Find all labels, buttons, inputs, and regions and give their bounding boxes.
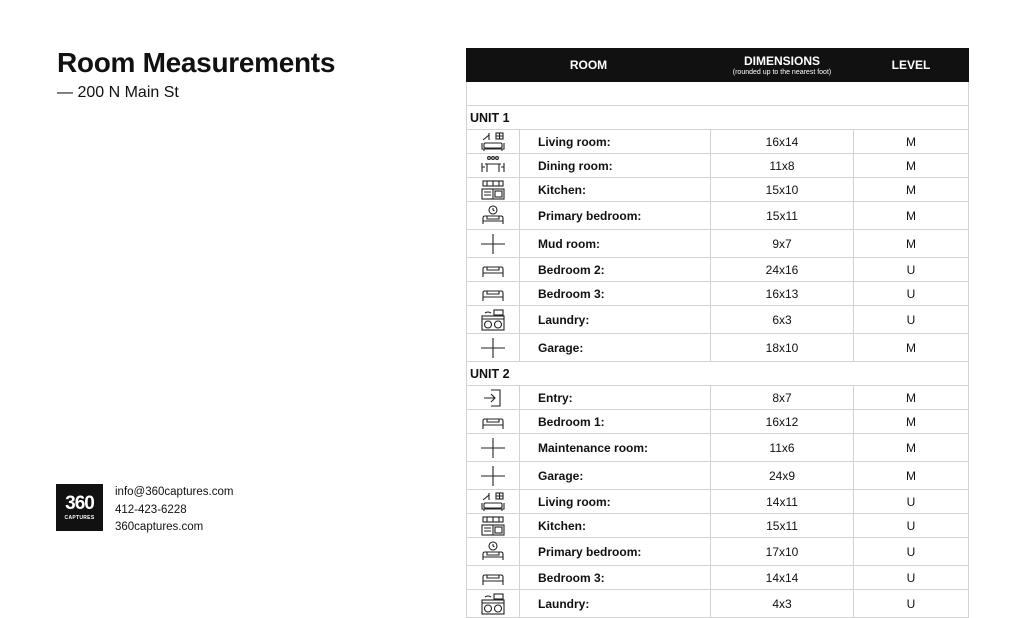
- table-row: [467, 538, 969, 566]
- table-row: [467, 386, 969, 410]
- table-row: [467, 490, 969, 514]
- room-level: U: [854, 514, 969, 538]
- column-header-dimensions: [711, 49, 854, 82]
- room-dimensions: 17x10: [711, 538, 854, 566]
- room-name: Laundry:: [520, 590, 711, 618]
- table-row: [467, 514, 969, 538]
- room-dimensions: 15x11: [711, 514, 854, 538]
- room-name: Bedroom 3:: [520, 282, 711, 306]
- table-row: [467, 178, 969, 202]
- room-level: U: [854, 538, 969, 566]
- cross-icon: [467, 462, 520, 490]
- room-name: Dining room:: [520, 154, 711, 178]
- room-level: M: [854, 334, 969, 362]
- room-level: M: [854, 202, 969, 230]
- laundry-icon: [467, 306, 520, 334]
- room-name: Kitchen:: [520, 514, 711, 538]
- laundry-icon: [467, 590, 520, 618]
- bed-icon: [467, 566, 520, 590]
- dimensions-header-label: DIMENSIONS: [743, 54, 820, 68]
- room-dimensions: 4x3: [711, 590, 854, 618]
- room-level: M: [854, 386, 969, 410]
- room-name: Maintenance room:: [520, 434, 711, 462]
- room-dimensions: 16x14: [711, 130, 854, 154]
- company-logo: [56, 484, 103, 531]
- logo-number: 360: [65, 493, 94, 514]
- table-header-row: [467, 49, 969, 82]
- room-name: Bedroom 2:: [520, 258, 711, 282]
- table-row: [467, 202, 969, 230]
- room-level: U: [854, 306, 969, 334]
- primary-bedroom-icon: [467, 538, 520, 566]
- room-level: U: [854, 490, 969, 514]
- room-level: M: [854, 230, 969, 258]
- room-level: U: [854, 282, 969, 306]
- room-name: Bedroom 3:: [520, 566, 711, 590]
- room-level: M: [854, 130, 969, 154]
- entry-icon: [467, 386, 520, 410]
- table-row: [467, 130, 969, 154]
- room-dimensions: 16x13: [711, 282, 854, 306]
- room-name: Garage:: [520, 462, 711, 490]
- contact-phone[interactable]: 412-423-6228: [115, 503, 187, 516]
- contact-website[interactable]: 360captures.com: [115, 521, 204, 533]
- room-level: M: [854, 434, 969, 462]
- room-level: M: [854, 178, 969, 202]
- room-name: Primary bedroom:: [520, 202, 711, 230]
- contact-block: [115, 484, 233, 537]
- room-name: Bedroom 1:: [520, 410, 711, 434]
- bed-icon: [467, 282, 520, 306]
- unit-header-row: [467, 362, 969, 386]
- room-name: Laundry:: [520, 306, 711, 334]
- room-name: Garage:: [520, 334, 711, 362]
- room-dimensions: 18x10: [711, 334, 854, 362]
- column-header-room: ROOM: [467, 49, 711, 82]
- room-dimensions: 11x8: [711, 154, 854, 178]
- page-subtitle-address: — 200 N Main St: [57, 84, 179, 101]
- table-row: [467, 590, 969, 618]
- table-row: [467, 410, 969, 434]
- kitchen-icon: [467, 514, 520, 538]
- kitchen-icon: [467, 178, 520, 202]
- cross-icon: [467, 334, 520, 362]
- table-row: [467, 462, 969, 490]
- room-level: M: [854, 462, 969, 490]
- room-level: U: [854, 590, 969, 618]
- table-row: [467, 334, 969, 362]
- table-row: [467, 434, 969, 462]
- cross-icon: [467, 230, 520, 258]
- room-dimensions: 14x14: [711, 566, 854, 590]
- living-room-icon: [467, 130, 520, 154]
- room-dimensions: 6x3: [711, 306, 854, 334]
- room-measurements-table: [466, 48, 969, 618]
- room-dimensions: 15x11: [711, 202, 854, 230]
- table-row: [467, 230, 969, 258]
- unit-header-row: [467, 106, 969, 130]
- room-level: U: [854, 258, 969, 282]
- logo-caption: CAPTURES: [64, 515, 95, 521]
- room-dimensions: 8x7: [711, 386, 854, 410]
- room-name: Primary bedroom:: [520, 538, 711, 566]
- table-row: [467, 258, 969, 282]
- column-header-level: LEVEL: [854, 49, 969, 82]
- room-dimensions: 14x11: [711, 490, 854, 514]
- page-title: Room Measurements: [57, 47, 336, 78]
- bed-icon: [467, 258, 520, 282]
- dining-room-icon: [467, 154, 520, 178]
- room-name: Living room:: [520, 490, 711, 514]
- unit-label: UNIT 2: [467, 362, 969, 386]
- room-dimensions: 24x16: [711, 258, 854, 282]
- room-dimensions: 9x7: [711, 230, 854, 258]
- dimensions-header-note: (rounded up to the nearest foot): [732, 69, 832, 76]
- table-row: [467, 306, 969, 334]
- room-name: Entry:: [520, 386, 711, 410]
- room-level: M: [854, 410, 969, 434]
- room-name: Living room:: [520, 130, 711, 154]
- living-room-icon: [467, 490, 520, 514]
- room-name: Mud room:: [520, 230, 711, 258]
- room-level: M: [854, 154, 969, 178]
- room-dimensions: 15x10: [711, 178, 854, 202]
- primary-bedroom-icon: [467, 202, 520, 230]
- room-name: Kitchen:: [520, 178, 711, 202]
- room-level: U: [854, 566, 969, 590]
- cross-icon: [467, 434, 520, 462]
- table-row: [467, 282, 969, 306]
- unit-label: UNIT 1: [467, 106, 969, 130]
- table-row: [467, 154, 969, 178]
- bed-icon: [467, 410, 520, 434]
- room-dimensions: 11x6: [711, 434, 854, 462]
- room-dimensions: 16x12: [711, 410, 854, 434]
- room-dimensions: 24x9: [711, 462, 854, 490]
- table-row: [467, 566, 969, 590]
- contact-email[interactable]: info@360captures.com: [115, 486, 234, 498]
